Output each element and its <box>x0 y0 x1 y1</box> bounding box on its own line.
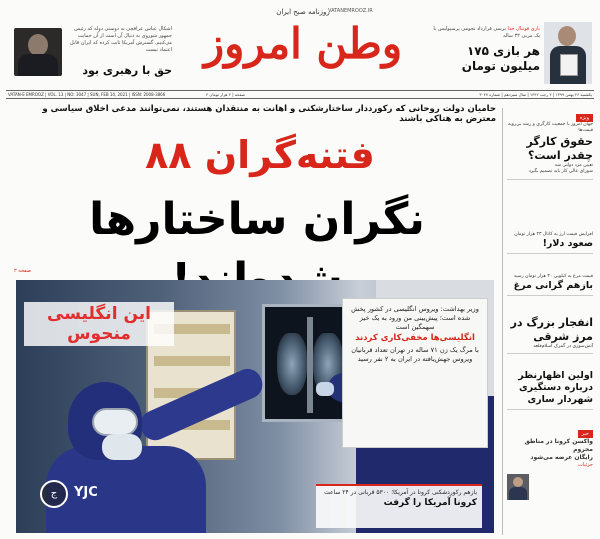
sidebar-label-news: خبر <box>578 430 593 438</box>
notice-bottom-text: با مرگ یک زن ۷۱ ساله در تهران تعداد قربانیان ویروس جهش‌یافته در ایران به ۲ نفر رسید <box>351 346 479 363</box>
teaser-right-kicker <box>432 26 540 40</box>
sidebar-story-vaccine[interactable] <box>507 430 593 468</box>
sidebar-story-explosion[interactable] <box>507 316 593 357</box>
newspaper-logo: وطن امروز <box>203 19 403 68</box>
teaser-right-kicker-text: برسی قرارداد نجومی پرسپولیس با یک مربی ۳۲ ساله <box>433 26 540 39</box>
lead-headline-black[interactable]: نگران ساختارها <box>89 194 425 245</box>
sidebar-explosion-sub: آتش‌سوزی در گمرک اسلام‌قلعه <box>533 344 593 349</box>
dateline-bar <box>6 90 594 99</box>
sidebar-vaccine-sub: رایگان عرضه می‌شود <box>530 454 593 461</box>
sidebar-dollar-headline: صعود دلار! <box>542 238 593 250</box>
sidebar-vaccine-kicker: واکسن کرونا در مناطق محروم <box>524 438 593 453</box>
website: VATANEMROOZ.IR <box>328 8 373 14</box>
teaser-left-kicker: اشکال عباس عراقچی به دوستی دوله که رئیس جمهور شوروی به دنبال آن است از آن حمایت می‌کنیم. گسترش آمریکا ثابت کرده که ایران قابل اعتماد نیست <box>70 26 172 53</box>
doctor-left <box>46 382 206 533</box>
photo-red-headline[interactable]: این انگلیسی منحوس <box>24 302 174 346</box>
caption-small: بازهم رکوردشکنی کرونا در آمریکا؛ ۵۳۰۰ قربانی در ۲۴ ساعت <box>324 489 477 496</box>
sidebar-label-special: ویژه <box>576 114 593 122</box>
logo-area <box>178 8 428 88</box>
sidebar-wages-kicker: جهان امروز با جمعیت کارگری و رشد بی‌رویه قیمت‌ها <box>507 122 593 134</box>
right-sidebar <box>502 108 594 535</box>
photo-caption[interactable] <box>316 484 482 528</box>
sidebar-vaccine-tag: جزئیات <box>578 462 593 468</box>
yjc-logo-icon: ج <box>40 480 68 508</box>
sidebar-dollar-sub: افزایش قیمت ارز به کانال ۲۳ هزار تومان <box>514 232 593 237</box>
sidebar-wages-line: تعیین مزد دولتی شد <box>554 162 593 168</box>
masthead-left-teaser[interactable] <box>6 22 176 84</box>
notice-red-text: انگلیسی‌ها مخفی‌کاری کردند <box>355 333 475 343</box>
teaser-right-kicker-red: بازی فوتبال خدا <box>507 26 540 32</box>
lead-surtitle: حامیان دولت روحانی که رکورددار ساختارشکنی و اهانت به منتقدان هستند، نمی‌توانند مدعی اخلاق سیاسی و معترض به هتاکی باشند <box>42 104 496 124</box>
sidebar-story-dollar[interactable] <box>507 232 593 257</box>
masthead <box>0 0 600 98</box>
tagline: روزنامه صبح ایران <box>276 8 330 16</box>
lead-photo <box>16 280 494 533</box>
sidebar-wages-headline: حقوق کارگر چقدر است؟ <box>526 134 593 162</box>
photo-overlay-notice[interactable] <box>342 298 488 448</box>
teaser-photo-right <box>544 22 592 84</box>
caption-big: کرونا آمریکا را گرفت <box>383 498 477 508</box>
sidebar-thumbnail-photo <box>507 474 529 500</box>
dateline-english: VATAN-E EMROOZ | VOL. 13 | NO: 3047 | SUN, FEB 14, 2021 | ISSN: 2008-3866 <box>8 92 166 97</box>
lead-headline-red[interactable]: فتنه‌گران ۸۸ <box>145 133 375 177</box>
sidebar-story-chicken[interactable] <box>507 274 593 299</box>
teaser-right-headline: هر بازی ۱۷۵ میلیون تومان <box>461 44 540 73</box>
sidebar-sari-headline: اولین اظهارنظر درباره دستگیری شهردار ساری <box>518 370 593 405</box>
masthead-right-teaser[interactable] <box>432 22 594 88</box>
yjc-watermark <box>40 480 130 510</box>
sidebar-story-sari-mayor[interactable] <box>507 370 593 413</box>
sidebar-story-wages[interactable] <box>507 114 593 183</box>
lead-page-ref: صفحه ۳ <box>14 268 31 274</box>
teaser-photo-left <box>14 28 62 76</box>
sidebar-chicken-sub: قیمت مرغ به کیلویی ۳۰ هزار تومان رسید <box>513 274 593 279</box>
notice-top-text: وزیر بهداشت: ویروس انگلیسی در کشور پخش شده است؛ پیش‌بینی من ورود به یک خیز سهمگین است <box>351 305 479 331</box>
sidebar-chicken-headline: بازهم گرانی مرغ <box>513 280 593 292</box>
dateline-price: ۴ صفحه | ۲ هزار تومان <box>206 92 246 97</box>
sidebar-explosion-headline: انفجار بزرگ در مرز شرقی <box>510 316 593 343</box>
teaser-left-headline: حق با رهبری بود <box>82 64 172 77</box>
dateline-persian: یکشنبه ۲۶ بهمن ۱۳۹۹ | ۲ رجب ۱۴۴۲ | سال سیزدهم | شماره ۳۰۴۷ <box>479 92 592 97</box>
sidebar-wages-sub: شورای عالی کار باید تصمیم بگیرد <box>528 169 593 175</box>
yjc-text: YJC <box>74 485 98 500</box>
